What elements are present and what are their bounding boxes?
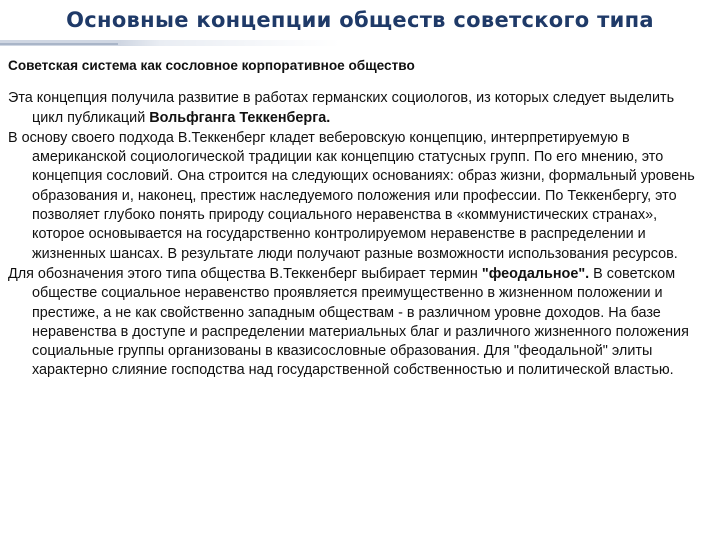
title-divider-accent [0, 43, 118, 45]
paragraph-3-bold: "феодальное". [481, 265, 590, 282]
paragraph-2 [8, 129, 708, 264]
paragraph-1-text: Эта концепция получила развитие в работах германских социологов, из которых следует выделить цикл публикаций [8, 90, 675, 126]
slide-body [8, 56, 708, 382]
paragraph-1-bold: Вольфганга Теккенберга. [149, 109, 331, 126]
slide-title: Основные концепции обществ советского типа [66, 8, 654, 32]
paragraph-1 [8, 89, 708, 128]
paragraph-2-text: В основу своего подхода В.Теккенберг кладет веберовскую концепцию, интерпретируемую в американской социологической традиции как концепцию статусных групп. По его мнению, это концепция сословий. Она строится на следующих основаниях: образ жизни, формальный уровень образования и, наконец, престиж наследуемого положения или профессии. По Теккенбергу, это позволяет глубоко понять природу социального неравенства в «коммунистических странах», которое основывается на государственно контролируемом неравенстве в распределении и жизненных шансах. В результате люди получают разные возможности использования ресурсов. [8, 129, 695, 262]
slide-subtitle: Советская система как сословное корпоративное общество [8, 58, 415, 73]
paragraph-3 [8, 265, 708, 381]
paragraph-3-text: Для обозначения этого типа общества В.Теккенберг выбирает термин [8, 265, 482, 282]
paragraph-3-tail: В советском обществе социальное неравенство проявляется преимущественно в жизненном положении и престиже, а не как свойственно западным обществам - в различном уровне доходов. На базе неравенства в доступе и распределении материальных благ и различного жизненного положения социальные группы организованы в квазисословные образования. Для "феодальной" элиты характерно слияние господства над государственной собственностью и политической властью. [32, 265, 689, 379]
